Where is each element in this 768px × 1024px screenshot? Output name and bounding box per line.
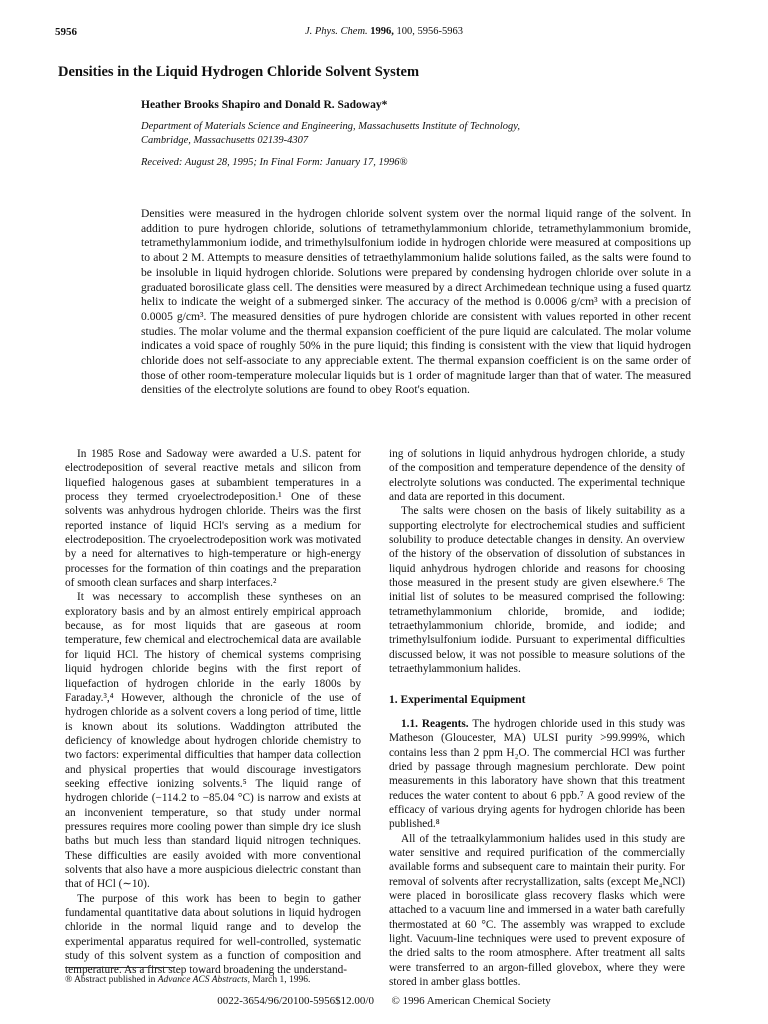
footnote-rule — [65, 967, 175, 968]
journal-reference — [55, 26, 713, 37]
affiliation-line: Department of Materials Science and Engineering, Massachusetts Institute of Technology, — [141, 121, 521, 132]
affiliation-line: Cambridge, Massachusetts 02139-4307 — [141, 135, 309, 146]
article-code: 0022-3654/96/20100-5956$12.00/0 — [217, 995, 374, 1007]
journal-volume-pages: 100, 5956-5963 — [396, 26, 464, 37]
received-dates: Received: August 28, 1995; In Final Form: January 17, 1996® — [141, 157, 408, 168]
footnote-text: ® Abstract published in — [65, 975, 156, 985]
footnote-source: Advance ACS Abstracts, — [157, 975, 250, 985]
section-heading: 1. Experimental Equipment — [389, 693, 526, 706]
body-column-left — [65, 447, 361, 978]
copyright-notice: © 1996 American Chemical Society — [391, 995, 551, 1007]
page-footer — [0, 995, 768, 1007]
page-number: 5956 — [55, 26, 77, 38]
subsection-text: The hydrogen chloride used in this study was Matheson (Gloucester, MA) ULSI purity >99.999%, which contains less than 2 ppm H₂O. The commercial HCl was further dried by passage through magnesium perchlorate. Dew point measurements in this laboratory have shown that this treatment reduces the water content to about 6 ppb.⁷ A good review of the efficacy of various drying agents for hydrogen chloride has been published.⁸ — [389, 717, 685, 831]
article-title: Densities in the Liquid Hydrogen Chloride Solvent System — [58, 64, 420, 80]
body-column-right — [389, 447, 685, 989]
subsection-heading: 1.1. Reagents. — [401, 717, 469, 730]
author-list: Heather Brooks Shapiro and Donald R. Sadoway* — [141, 99, 388, 111]
footnote-date: March 1, 1996. — [252, 975, 311, 985]
paragraph: It was necessary to accomplish these syntheses on an exploratory basis and by an almost entirely empirical approach because, as for most liquids that are gaseous at room temperature, few chemical and electrochemical data are available for liquid HCl. The history of chemical systems comprising liquid hydrogen chloride begins with the first report of liquefaction of hydrogen chloride in the early 1800s by Faraday.³,⁴ However, although the chronicle of the use of hydrogen chloride as a solvent covers a long period of time, little is known about its solutions. Waddington attributed the deficiency of knowledge about hydrogen chloride chemistry to two factors: experimental difficulties that hamper data collection and physical properties that would discourage investigators seeking effective ionizing solvents.⁵ The liquid range of hydrogen chloride (−114.2 to −85.04 °C) is narrow and exists at an inconvenient temperature, so that study under normal pressures requires more cooling power than simple dry ice slush baths but much less than standard liquid nitrogen techniques. These difficulties are easily avoided with more conventional solvents that also have a more auspicious dielectric constant than that of HCl (∼10). — [65, 591, 361, 891]
paragraph: ing of solutions in liquid anhydrous hydrogen chloride, a study of the composition and temperature dependence of the density of electrolyte solutions was conducted. The experimental technique and data are reported in this document. — [389, 448, 685, 504]
running-header — [55, 26, 713, 42]
paragraph: All of the tetraalkylammonium halides used in this study are water sensitive and required purification of the commercially available forms and subsequent care to maintain their purity. For removal of solvents after recrystallization, salts (except Me₄NCl) were placed in borosilicate glass recovery flasks which were attached to a vacuum line and immersed in a water bath carefully thermostated at 60 °C. The assembly was wrapped to exclude light. Vacuum-line techniques were used to prevent exposure of the dried salts to the room atmosphere. After treatment all salts were transferred to an argon-filled glovebox, where they were stored in amber glass bottles. — [389, 832, 685, 989]
footnote — [65, 975, 365, 985]
journal-year: 1996, — [370, 26, 394, 37]
paragraph — [389, 717, 685, 832]
paragraph: The salts were chosen on the basis of likely suitability as a supporting electrolyte for electrochemical studies and sufficient solubility to produce detectable changes in density. An overview of the history of the observation of dissolution of substances in liquid anhydrous hydrogen chloride and reasons for choosing those measured in the present study are given elsewhere.⁶ The initial list of solutes to be measured comprised the following: tetramethylammonium chloride, bromide, and iodide; tetraethylammonium chloride, bromide, and iodide; and trimethylsulfonium iodide. Pursuant to experimental difficulties discussed below, it was not possible to measure solutions of the tetraethylammonium halides. — [389, 505, 685, 676]
journal-name: J. Phys. Chem. — [304, 26, 368, 37]
paragraph: In 1985 Rose and Sadoway were awarded a U.S. patent for electrodeposition of several reactive metals and silicon from liquefied halogenous gases at subambient temperatures in a process they termed cryoelectrodeposition.¹ One of these solvents was anhydrous hydrogen chloride. Theirs was the first reported instance of liquid HCl's serving as a medium for electrodeposition. The cryoelectrodeposition work was motivated by a need for alternatives to high-temperature or high-energy processes for the formation of thin coatings and the preparation of smooth clean surfaces and sharp interfaces.² — [65, 448, 361, 590]
paragraph: The purpose of this work has been to begin to gather fundamental quantitative data about solutions in liquid hydrogen chloride in the normal liquid range and to develop the experimental apparatus required for well-controlled, systematic study of this solvent system as a function of composition and temperature. As a first step toward broadening the understand- — [65, 892, 361, 977]
author-affiliation — [141, 120, 641, 148]
abstract: Densities were measured in the hydrogen chloride solvent system over the normal liquid range of the solvent. In addition to pure hydrogen chloride, solutions of tetramethylammonium chloride, tetramethylammonium bromide, tetramethylammonium iodide, and trimethylsulfonium iodide in hydrogen chloride were measured at compositions up to about 2 M. Attempts to measure densities of tetraethylammonium halide solutions failed, as the salts were found to be insoluble in liquid hydrogen chloride. Solutions were prepared by condensing hydrogen chloride over solute in a graduated borosilicate glass cell. The densities were measured by a direct Archimedean technique using a fused quartz helix to indicate the weight of a submerged sinker. The accuracy of the method is 0.0006 g/cm³ with a precision of 0.0005 g/cm³. The measured densities of pure hydrogen chloride are consistent with values reported in other recent studies. The molar volume and the thermal expansion coefficient of the pure liquid are calculated. The molar volume indicates a void space of roughly 50% in the pure liquid; this finding is consistent with the view that liquid hydrogen chloride does not self-associate to any appreciable extent. The thermal expansion coefficient is on the same order of those of other room-temperature molecular liquids but is 1 order of magnitude larger than that of water. The measured densities of the electrolyte solutions are found to obey Root's equation. — [141, 207, 691, 397]
